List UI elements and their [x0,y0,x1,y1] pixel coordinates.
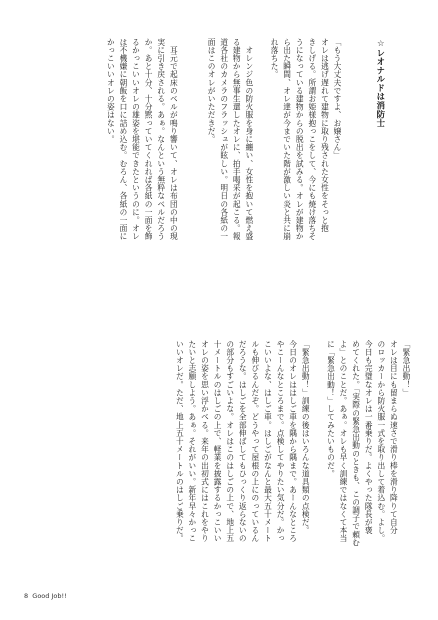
text-line: 面はこのオレがいただきだ。 [207,38,217,144]
text-line: 耳元で起床のベルが鳴り響いて、オレは布団の中の現 [169,38,179,241]
text-line: うになっている建物からの脱出を試みる。オレが建物か [295,38,305,241]
text-line [192,38,205,298]
text-line: の部分もすごいよな。オレはこのはしごの上で、地上五 [225,340,235,543]
text-line: 「緊急出動！」訓練の後はいろんな道具類の点検だ。 [301,340,311,535]
text-line [179,38,192,298]
text-line: やこーんなところまで。点検してやりたい気分だ。かっ [276,340,286,543]
text-line: 「もう大丈夫ですよ、お嬢さん」 [333,38,343,160]
text-line: きしげる。所謂お姫様抱っこをして、今にも焼け落ちそ [307,38,317,241]
text-line: るかっこいいオレの雄姿を堪能できたというのに。オレ [131,38,141,241]
page-footer [24,592,67,600]
story-section-bottom [173,340,412,598]
text-line: かっこいいオレの姿はない。 [106,38,116,144]
text-line: 道各社のカメラのフラッシュが眩しい。明日の各紙の一 [219,38,229,241]
text-line: れ落ちた。 [270,38,280,79]
text-line: る建物から無事生還したオレに、拍手喝采が起こる。報 [232,38,242,241]
text-line: オレは逃げ遅れて建物に取り残された女性をそっと抱 [320,38,330,233]
text-line: 実に引き戻される。あぁ。なんという無粋なベルだろう [156,38,166,241]
page-number: 8 [24,592,29,600]
text-line: ルも伸びるんだぞ。どうやって屋根の上にのっているん [250,340,260,543]
text-line: オレの姿を思い浮かべる。来年の出初式にはこれをやり [200,340,210,543]
text-line: か。あと十分、十分黙っていてくれれば各紙の一面を飾 [144,38,154,241]
text-line: オレンジ色の防火服を身に纏い、女性を抱いて燃え盛 [244,38,254,241]
text-line: に「緊急出動！」してみたいものだ。 [326,340,336,478]
text-line: 今日も完璧なオレは一番乗りだ。よくやった隊長が褒 [364,340,374,535]
section-title: ☆レオナルドは消防士 [375,38,386,128]
text-line: だろうな。はしごを全部伸ばしてもひっくり返らないの [238,340,248,543]
text-line: のロッカーから防火服一式を取り出して着込む。よし。 [376,340,386,543]
text-line: は不機嫌に朝飯を口に詰め込む。むろん、各紙の一面に [118,38,128,241]
text-line: 十メートルのはしごの上で、軽業を披露するかっこいい [213,340,223,543]
text-line [311,340,324,598]
text-line: よ」とのことだ。あぁ。オレも早く訓練ではなくて本当 [339,340,349,543]
text-line: 「緊急出動！」 [402,340,411,397]
text-line: 今日のオレははしご車を隅から隅まで。あーんなところ [288,340,298,543]
story-section-top [104,38,412,298]
text-line: たいと志願しよう。あぁ。それがいい。新年早々かっこ [187,340,197,543]
book-title: Good Job!! [32,592,67,600]
text-line: ら出た瞬間、オレ達が今までいた階が激しい炎と共に崩 [282,38,292,241]
text-line: いいオレだ。ただ、地上五十メートルのはしご乗りだ。 [175,340,185,543]
text-line [255,38,268,298]
text-line: めてくれた。「実際の緊急出動のときも、この調子で頼む [351,340,361,547]
text-line: オレは目にも留まらぬ速さで滑り棒を滑り降りて自分 [389,340,399,535]
text-line: こいいよな、はしご車。はしごがなんと最大五十メート [263,340,273,543]
